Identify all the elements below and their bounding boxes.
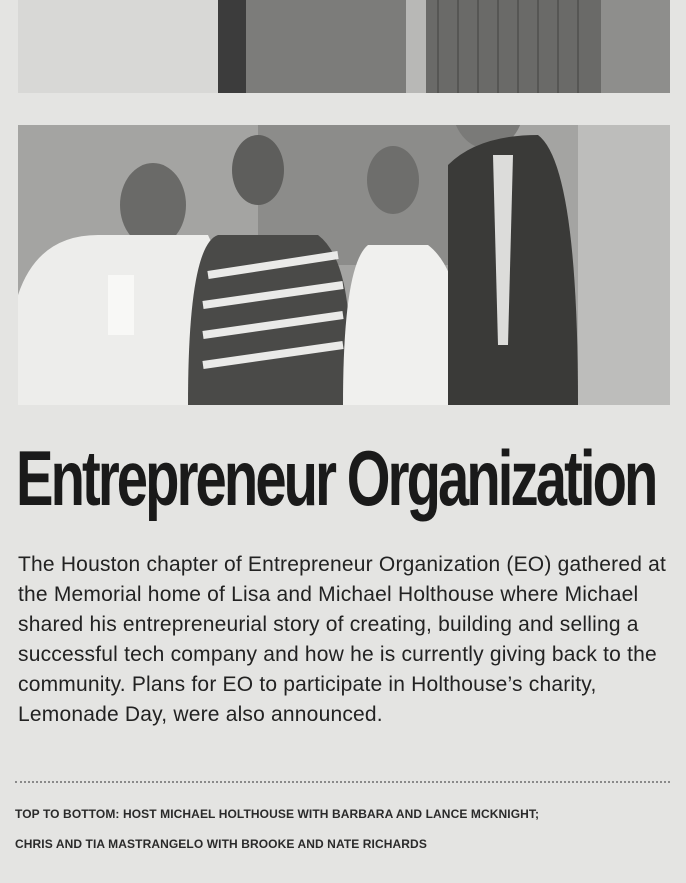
- photo-caption-line-2: CHRIS AND TIA MASTRANGELO WITH BROOKE AND NATE RICHARDS: [15, 837, 427, 851]
- main-photo: [18, 125, 670, 405]
- headline: Entrepreneur Organization: [16, 434, 656, 522]
- article-body: The Houston chapter of Entrepreneur Organization (EO) gathered at the Memorial home of Lisa and Michael Holthouse where Michael shared his entrepreneurial story of creating, building and selling a successful tech company and how he is currently giving back to the community. Plans for EO to participate in Holthouse’s charity, Lemonade Day, were also announced.: [18, 553, 667, 726]
- dotted-divider: [15, 781, 670, 783]
- photo-caption-line-1: TOP TO BOTTOM: HOST MICHAEL HOLTHOUSE WITH BARBARA AND LANCE MCKNIGHT;: [15, 807, 540, 821]
- top-photo-image: [18, 0, 670, 93]
- main-photo-image: [18, 125, 670, 405]
- top-photo: [18, 0, 670, 93]
